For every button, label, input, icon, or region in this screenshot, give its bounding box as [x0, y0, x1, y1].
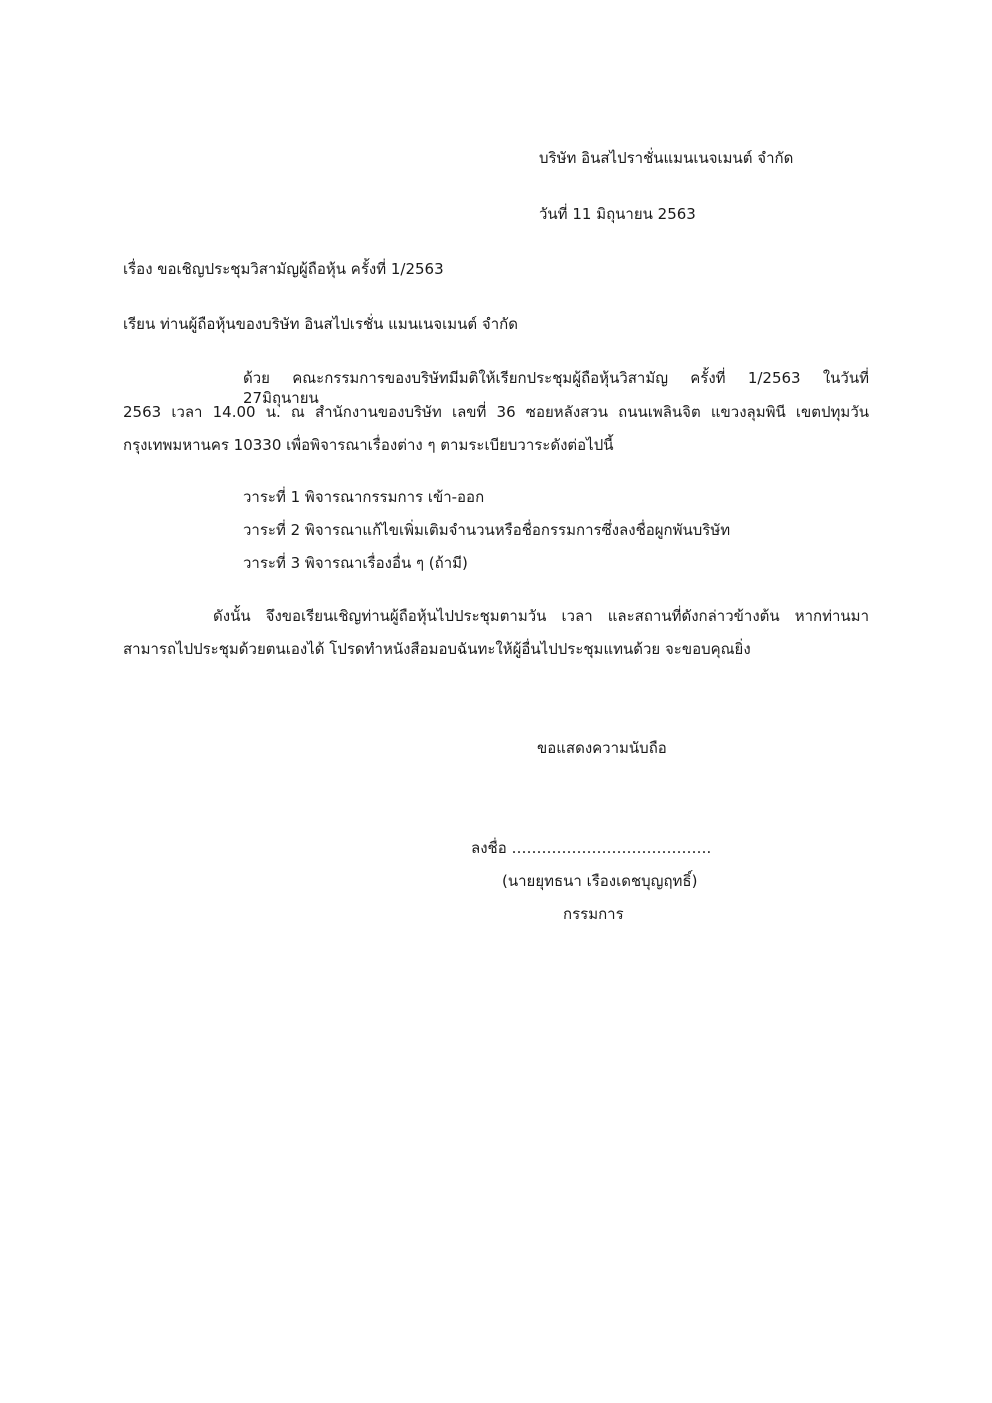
letter-date: วันที่ 11 มิถุนายน 2563 — [539, 205, 696, 223]
closing-text: ขอแสดงความนับถือ — [537, 739, 667, 757]
body-paragraph-1-line-2: 2563 เวลา 14.00 น. ณ สำนักงานของบริษัท เลขที่ 36 ซอยหลังสวน ถนนเพลินจิต แขวงลุมพินี เขตปทุมวัน — [123, 403, 869, 421]
body-paragraph-1-line-1: ด้วย คณะกรรมการของบริษัทมีมติให้เรียกประชุมผู้ถือหุ้นวิสามัญ ครั้งที่ 1/2563 ในวันที่ 27มิถุนายน — [243, 369, 869, 407]
letter-recipient: เรียน ท่านผู้ถือหุ้นของบริษัท อินสไปเรชั่น แมนเนจเมนต์ จำกัด — [123, 315, 518, 333]
signature-line: ลงชื่อ …………………………………. — [471, 839, 712, 857]
agenda-item-1: วาระที่ 1 พิจารณากรรมการ เข้า-ออก — [243, 488, 485, 506]
signer-title: กรรมการ — [563, 905, 624, 923]
agenda-item-3: วาระที่ 3 พิจารณาเรื่องอื่น ๆ (ถ้ามี) — [243, 554, 468, 572]
body-paragraph-2-line-2: สามารถไปประชุมด้วยตนเองได้ โปรดทำหนังสือมอบฉันทะให้ผู้อื่นไปประชุมแทนด้วย จะขอบคุณยิ่ง — [123, 640, 751, 658]
body-paragraph-2-line-1: ดังนั้น จึงขอเรียนเชิญท่านผู้ถือหุ้นไปประชุมตามวัน เวลา และสถานที่ดังกล่าวข้างต้น หากท่านมา — [213, 607, 869, 625]
body-paragraph-1-line-3: กรุงเทพมหานคร 10330 เพื่อพิจารณาเรื่องต่าง ๆ ตามระเบียบวาระดังต่อไปนี้ — [123, 436, 614, 454]
signer-name: (นายยุทธนา เรืองเดชบุญฤทธิ์) — [502, 872, 698, 890]
letter-subject: เรื่อง ขอเชิญประชุมวิสามัญผู้ถือหุ้น ครั้งที่ 1/2563 — [123, 260, 444, 278]
company-name: บริษัท อินสไปราชั่นแมนเนจเมนต์ จำกัด — [539, 149, 794, 167]
agenda-item-2: วาระที่ 2 พิจารณาแก้ไขเพิ่มเติมจำนวนหรือชื่อกรรมการซึ่งลงชื่อผูกพันบริษัท — [243, 521, 731, 539]
